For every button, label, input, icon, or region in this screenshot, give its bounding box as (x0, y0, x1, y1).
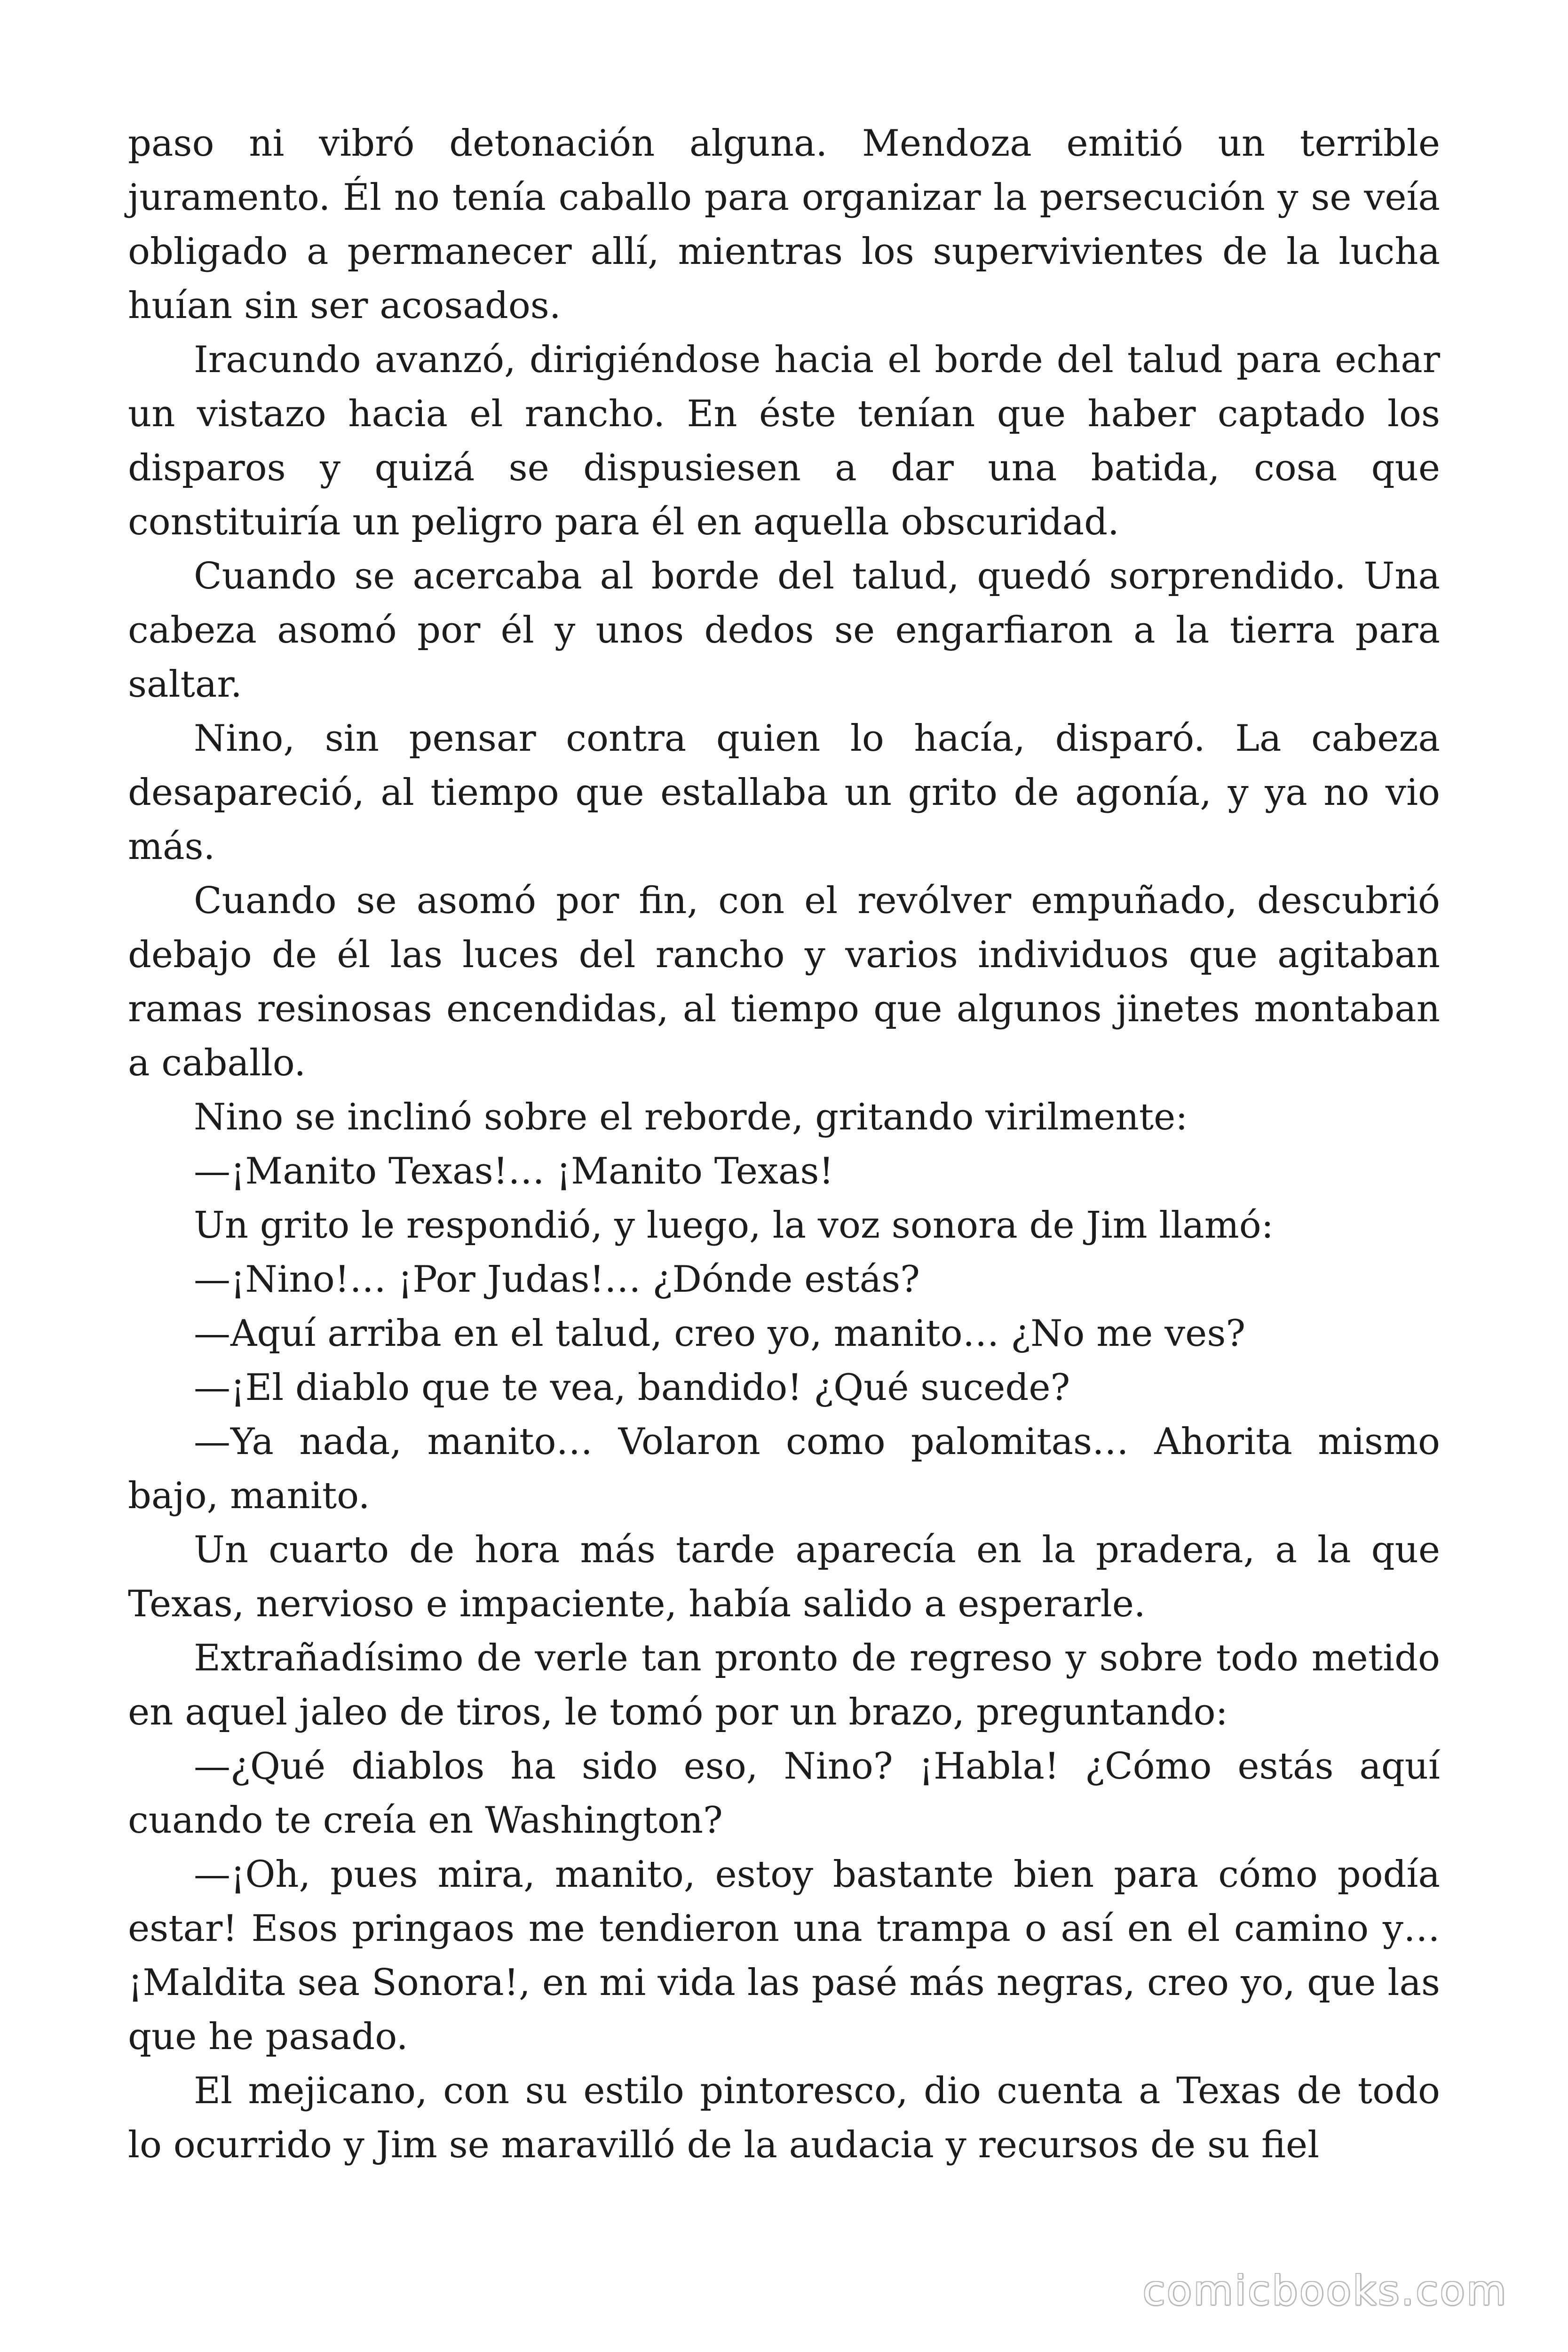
dialogue-line: —¡Manito Texas!… ¡Manito Texas! (194, 1150, 834, 1192)
dialogue-line: —Aquí arriba en el talud, creo yo, manito… ¿No me ves? (194, 1312, 1246, 1355)
watermark-logo: comicbooks.com (1142, 2267, 1508, 2314)
paragraph: Un grito le respondió, y luego, la voz sonora de Jim llamó: (194, 1204, 1274, 1247)
dialogue-line: —Ya nada, manito… Volaron como palomitas… Ahorita mismo bajo, manito. (128, 1421, 1440, 1517)
paragraph: Cuando se acercaba al borde del talud, quedó sorprendido. Una cabeza asomó por él y unos dedos se engarfiaron a la tierra para saltar. (128, 555, 1440, 706)
paragraph: Nino se inclinó sobre el reborde, gritando virilmente: (194, 1096, 1188, 1138)
paragraph: El mejicano, con su estilo pintoresco, dio cuenta a Texas de todo lo ocurrido y Jim se maravilló de la audacia y recursos de su fiel (128, 2070, 1440, 2166)
dialogue-line: —¡El diablo que te vea, bandido! ¿Qué sucede? (194, 1367, 1070, 1409)
dialogue-line: —¡Nino!… ¡Por Judas!… ¿Dónde estás? (194, 1258, 920, 1301)
page-body-text (128, 117, 1440, 2172)
paragraph: Nino, sin pensar contra quien lo hacía, disparó. La cabeza desapareció, al tiempo que estallaba un grito de agonía, y ya no vio más. (128, 717, 1440, 868)
paragraph-continuation: paso ni vibró detonación alguna. Mendoza emitió un terrible juramento. Él no tenía caballo para organizar la persecución y se veía obligado a permanecer allí, mientras los supervivientes de la lucha huían sin ser acosados. (128, 122, 1440, 327)
dialogue-line: —¿Qué diablos ha sido eso, Nino? ¡Habla! ¿Cómo estás aquí cuando te creía en Washington? (128, 1745, 1440, 1842)
paragraph: Extrañadísimo de verle tan pronto de regreso y sobre todo metido en aquel jaleo de tiros, le tomó por un brazo, preguntando: (128, 1637, 1440, 1733)
dialogue-line: —¡Oh, pues mira, manito, estoy bastante bien para cómo podía estar! Esos pringaos me tendieron una trampa o así en el camino y… ¡Maldita sea Sonora!, en mi vida las pasé más negras, creo yo, que las que he pasado. (128, 1853, 1440, 2058)
paragraph: Cuando se asomó por fin, con el revólver empuñado, descubrió debajo de él las luces del rancho y varios individuos que agitaban ramas resinosas encendidas, al tiempo que algunos jinetes montaban a caballo. (128, 880, 1440, 1084)
paragraph: Iracundo avanzó, dirigiéndose hacia el borde del talud para echar un vistazo hacia el rancho. En éste tenían que haber captado los disparos y quizá se dispusiesen a dar una batida, cosa que constituiría un peligro para él en aquella obscuridad. (128, 339, 1440, 543)
paragraph: Un cuarto de hora más tarde aparecía en la pradera, a la que Texas, nervioso e impaciente, había salido a esperarle. (128, 1529, 1440, 1625)
